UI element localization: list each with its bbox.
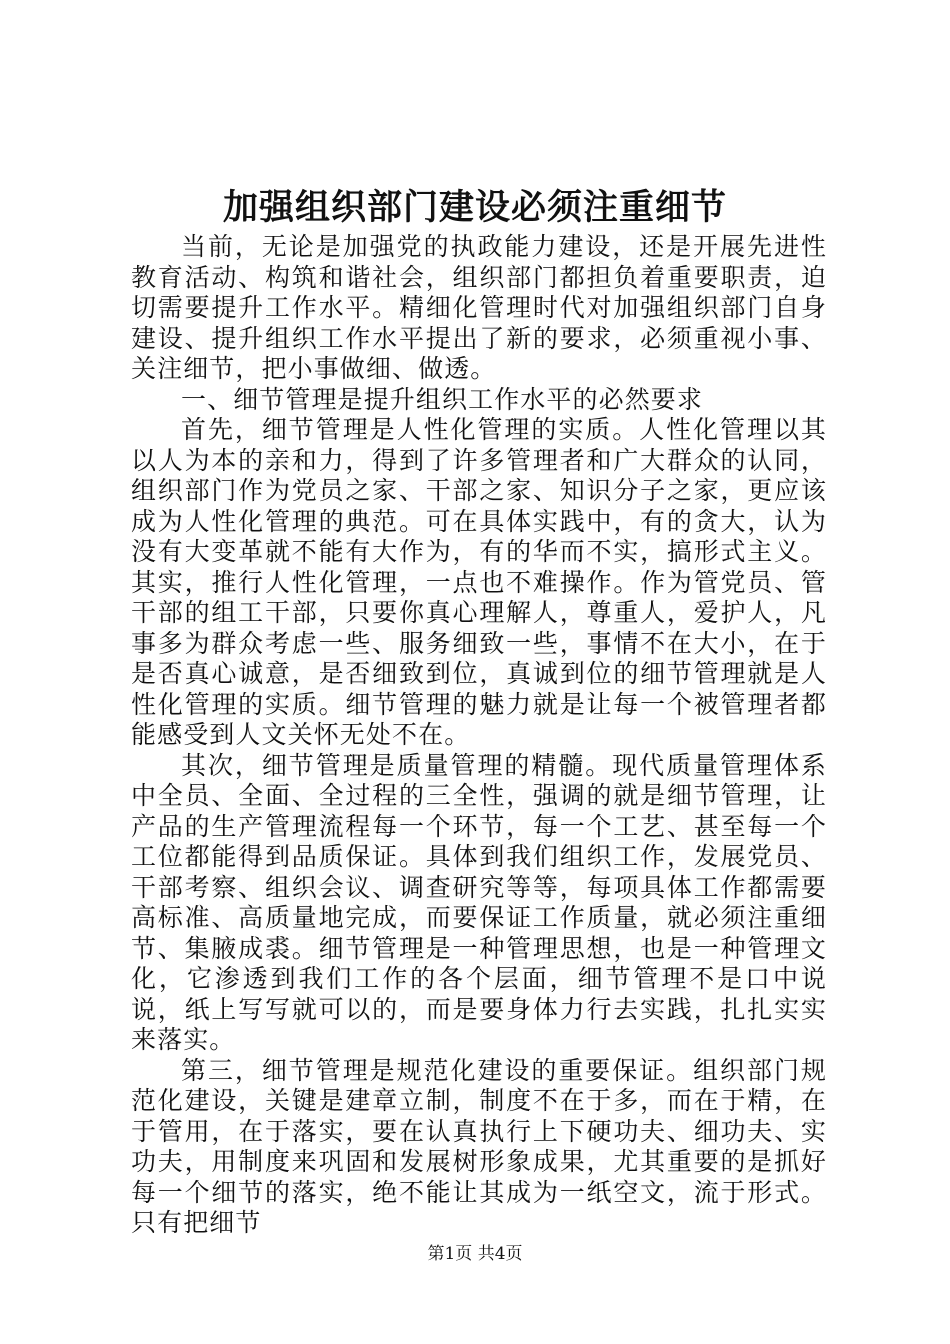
- section-heading-1: 一、细节管理是提升组织工作水平的必然要求: [181, 384, 704, 414]
- paragraph-third: 第三，细节管理是规范化建设的重要保证。组织部门规范化建设，关键是建章立制，制度不在于多，而在于精，在于管用，在于落实，要在认真执行上下硬功夫、细功夫、实功夫，用制度来巩固和发展树形象成果，尤其重要的是抓好每一个细节的落实，绝不能让其成为一纸空文，流于形式。只有把细节: [131, 1055, 827, 1237]
- document-title: 加强组织部门建设必须注重细节: [222, 187, 727, 228]
- page-footer: 第1页 共4页: [427, 1244, 523, 1264]
- document-body: [131, 232, 827, 1239]
- paragraph-second: 其次，细节管理是质量管理的精髓。现代质量管理体系中全员、全面、全过程的三全性，强调的就是细节管理，让产品的生产管理流程每一个环节，每一个工艺、甚至每一个工位都能得到品质保证。具体到我们组织工作，发展党员、干部考察、组织会议、调查研究等等，每项具体工作都需要高标准、高质量地完成，而要保证工作质量，就必须注重细节、集腋成裘。细节管理是一种管理思想，也是一种管理文化，它渗透到我们工作的各个层面，细节管理不是口中说说，纸上写写就可以的，而是要身体力行去实践，扎扎实实来落实。: [131, 750, 827, 1054]
- paragraph-first: 首先，细节管理是人性化管理的实质。人性化管理以其以人为本的亲和力，得到了许多管理者和广大群众的认同，组织部门作为党员之家、干部之家、知识分子之家，更应该成为人性化管理的典范。可在具体实践中，有的贪大，认为没有大变革就不能有大作为，有的华而不实，搞形式主义。其实，推行人性化管理，一点也不难操作。作为管党员、管干部的组工干部，只要你真心理解人，尊重人，爱护人，凡事多为群众考虑一些、服务细致一些，事情不在大小，在于是否真心诚意，是否细致到位，真诚到位的细节管理就是人性化管理的实质。细节管理的魅力就是让每一个被管理者都能感受到人文关怀无处不在。: [131, 415, 827, 749]
- paragraph-intro: 当前，无论是加强党的执政能力建设，还是开展先进性教育活动、构筑和谐社会，组织部门都担负着重要职责，迫切需要提升工作水平。精细化管理时代对加强组织部门自身建设、提升组织工作水平提出了新的要求，必须重视小事、关注细节，把小事做细、做透。: [131, 232, 827, 383]
